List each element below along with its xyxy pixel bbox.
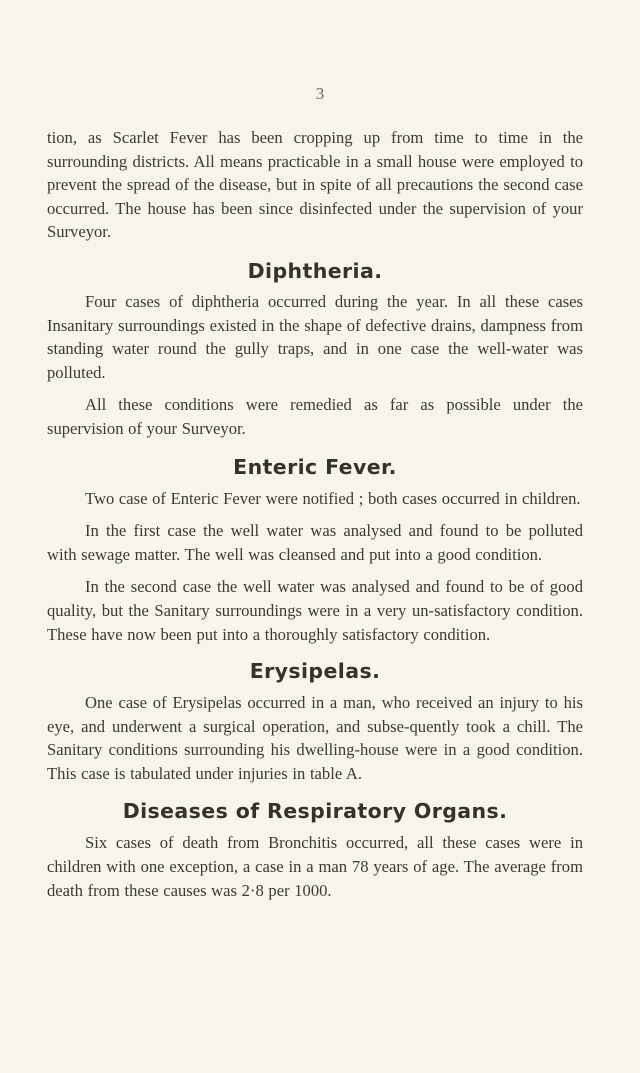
heading-diphtheria: Diphtheria. [247,258,383,283]
heading-erysipelas: Erysipelas. [249,659,381,684]
intro-paragraph: tion, as Scarlet Fever has been cropping up from time to time in the surrounding districts. All means practicable in a small house were employed to prevent the spread of the disease, but in spite of all precautions the second case occurred. The house has been since disinfected under the supervision of your Surveyor. [47,128,583,242]
page-body [47,126,583,902]
heading-enteric-fever: Enteric Fever. [233,454,397,479]
page-number: 3 [315,84,325,103]
heading-respiratory-diseases: Diseases of Respiratory Organs. [122,799,508,824]
enteric-paragraph-2: In the first case the well water was analysed and found to be polluted with sewage matter. The well was cleansed and put into a good condition. [47,521,583,564]
diphtheria-paragraph-2: All these conditions were remedied as far as possible under the supervision of your Surveyor. [47,395,583,438]
erysipelas-paragraph-1: One case of Erysipelas occurred in a man, who received an injury to his eye, and underwent a surgical operation, and subse-quently took a chill. The Sanitary conditions surrounding his dwelling-house were in a good condition. This case is tabulated under injuries in table A. [47,693,583,783]
respiratory-paragraph-1: Six cases of death from Bronchitis occurred, all these cases were in children with one exception, a case in a man 78 years of age. The average from death from these causes was 2·8 per 1000. [47,833,583,900]
enteric-paragraph-3: In the second case the well water was analysed and found to be of good quality, but the Sanitary surroundings were in a very un-satisfactory condition. These have now been put into a thoroughly satisfactory condition. [47,577,583,644]
diphtheria-paragraph-1: Four cases of diphtheria occurred during the year. In all these cases Insanitary surroundings existed in the shape of defective drains, dampness from standing water round the gully traps, and in one case the well-water was polluted. [47,291,583,382]
enteric-paragraph-1: Two case of Enteric Fever were notified ; both cases occurred in children. [85,488,581,508]
